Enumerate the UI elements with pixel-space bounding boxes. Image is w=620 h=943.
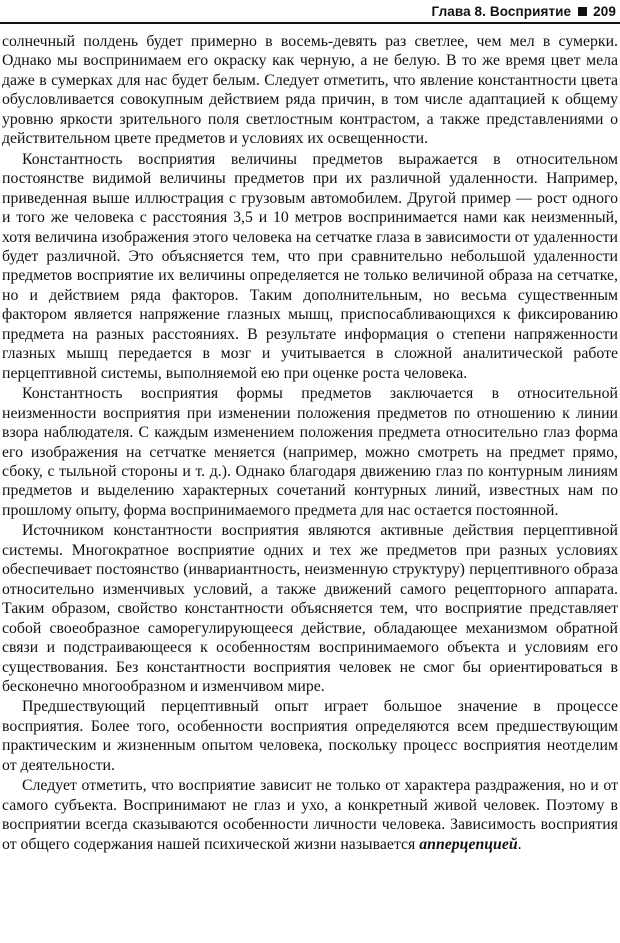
paragraph: солнечный полдень будет примерно в восемь-девять раз светлее, чем мел в сумерки. Однако мы воспринимаем его окраску как черную, а не белую. В то же время цвет мела даже в сумерках для нас будет белым. Следует отметить, что явление константности цвета обусловливается совокупным действием ряда причин, в том числе адаптацией к общему уровню яркости зрительного поля светлостным контрастом, а также представлениями о действительном цвете предметов и условиях их освещенности.: [2, 33, 618, 148]
chapter-title: Глава 8. Восприятие: [431, 3, 572, 19]
running-header: [0, 0, 620, 24]
key-term: апперцепцией: [419, 835, 518, 853]
paragraph-last-text: Следует отметить, что восприятие зависит не только от характера раздражения, но и от самого субъекта. Воспринимают не глаз и ухо, а конкретный живой человек. Поэтому в восприятии всегда сказываются особенности личности человека. Зависимость восприятия от общего содержания нашей психической жизни называется: [2, 777, 618, 853]
page-number: 209: [593, 3, 616, 19]
body-text: [2, 32, 618, 855]
paragraph: Константность восприятия формы предметов заключается в относительной неизменности восприятия при изменении положения предметов по отношению к линии взора наблюдателя. С каждым изменением положения предмета относительно глаз форма его изображения на сетчатке меняется (например, можно смотреть на предмет прямо, сбоку, с тыльной стороны и т. д.). Однако благодаря движению глаз по контурным линиям предметов и выделению характерных сочетаний контурных линий, известных нам по прошлому опыту, форма воспринимаемого предмета для нас остается постоянной.: [2, 385, 618, 519]
paragraph: Предшествующий перцептивный опыт играет большое значение в процессе восприятия. Более того, особенности восприятия определяются всем предшествующим практическим и жизненным опытом человека, поскольку процесс восприятия неотделим от деятельности.: [2, 698, 618, 774]
square-separator-icon: [578, 7, 587, 16]
paragraph: Источником константности восприятия являются активные действия перцептивной системы. Многократное восприятие одних и тех же предметов при разных условиях обеспечивает постоянство (инвариантность, неизменную структуру) перцептивного образа относительно изменчивых условий, а также движений самого рецепторного аппарата. Таким образом, свойство константности объясняется тем, что восприятие представляет собой своеобразное саморегулирующееся действие, обладающее механизмом обратной связи и подстраивающееся к особенностям воспринимаемого объекта и условиям его существования. Без константности восприятия человек не смог бы ориентироваться в бесконечно многообразном и изменчивом мире.: [2, 522, 618, 695]
paragraph-last: [2, 776, 618, 854]
paragraph-last-end: .: [517, 835, 522, 853]
paragraph: Константность восприятия величины предметов выражается в относительном постоянстве видимой величины предметов при их различной удаленности. Например, приведенная выше иллюстрация с грузовым автомобилем. Другой пример — рост одного и того же человека с расстояния 3,5 и 10 метров воспринимается нами как неизменный, хотя величина изображения этого человека на сетчатке глаза в зависимости от удаленности будет различной. Это объясняется тем, что при сравнительно небольшой удаленности предметов восприятие их величины определяется не только величиной образа на сетчатке, но и действием ряда факторов. Таким дополнительным, но весьма существенным фактором является напряжение глазных мышц, приспосабливающихся к фиксированию предмета на разных расстояниях. В результате информация о степени напряженности глазных мышц передается в мозг и учитывается в сложной аналитической работе перцептивной системы, выполняемой ею при оценке роста человека.: [2, 150, 618, 382]
